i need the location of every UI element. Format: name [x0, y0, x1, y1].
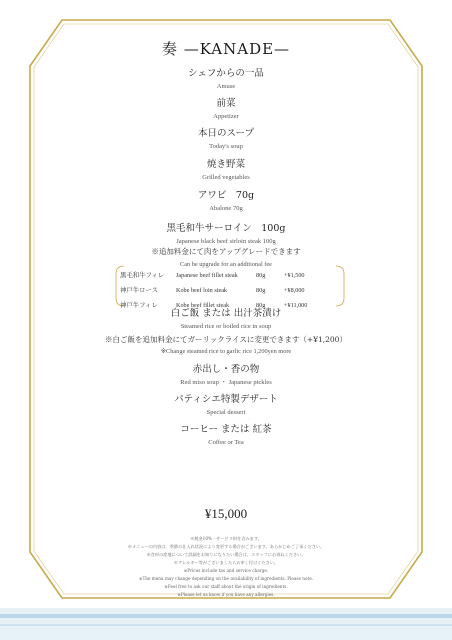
beef-option-price: +¥11,000	[284, 302, 308, 309]
fine-print-line: ※メニューの内容は、季節の仕入れ状況により変更する場合がございます。あらかじめご了承ください。	[127, 544, 325, 549]
fine-print-line: ※Feel free to ask our staff about the origin of ingredients.	[164, 584, 288, 589]
menu-title: 奏 —KANADE—	[161, 40, 291, 58]
course-en: Japanese black beef sirloin steak 100g	[176, 238, 276, 245]
fine-print-line: ※Please let us know if you have any allergies.	[177, 592, 275, 597]
course-soup	[0, 128, 452, 152]
beef-option-row	[120, 268, 335, 283]
course-en: Abalone 70g	[209, 205, 243, 212]
beef-option-en: Kobe beef fillet steak	[176, 302, 230, 309]
beef-option-jp: 神戸牛フィレ	[120, 301, 158, 309]
fine-print-line: ※アレルギー等がございましたらお申し付けください。	[173, 560, 279, 565]
upgrade-note-jp: ※追加料金にて肉をアップグレードできます	[151, 247, 301, 256]
course-en: Steamed rice or boiled rice in soup	[180, 323, 272, 330]
beef-option-row	[120, 283, 335, 298]
course-jp: 赤出し・香の物	[192, 364, 260, 375]
rice-note-jp: ※白ご飯を追加料金にてガーリックライスに変更できます（+¥1,200）	[105, 335, 347, 344]
fine-print-line: ※The menu may change depending on the availability of ingredients. Please note.	[138, 576, 314, 581]
beef-option-price: +¥1,500	[284, 272, 305, 279]
beef-options-table	[120, 268, 335, 313]
course-coffee	[0, 424, 452, 448]
upgrade-note-en: Can be upgrade for an additional fee	[180, 261, 272, 268]
course-jp: コーヒー または 紅茶	[180, 424, 272, 435]
course-sirloin	[0, 223, 452, 247]
course-jp: 焼き野菜	[206, 159, 245, 170]
course-jp: 本日のスープ	[197, 128, 255, 139]
beef-option-weight: 80g	[256, 272, 266, 279]
beef-option-price: +¥8,000	[284, 287, 305, 294]
course-appetizer	[0, 98, 452, 122]
menu-price: ¥15,000	[204, 506, 248, 521]
course-jp: 前菜	[216, 98, 236, 109]
course-en: Amuse	[216, 83, 236, 90]
beef-option-jp: 神戸牛ロース	[120, 286, 159, 294]
fine-print-line: ※Prices include tax and service charge.	[183, 568, 269, 573]
course-amuse	[0, 68, 452, 92]
beef-option-weight: 80g	[256, 287, 266, 294]
beef-option-jp: 黒毛和牛フィレ	[120, 271, 165, 279]
course-rice	[0, 308, 452, 357]
course-abalone	[0, 190, 452, 214]
course-jp: 白ご飯 または 出汁茶漬け	[170, 308, 282, 319]
beef-option-weight: 80g	[256, 302, 266, 309]
beef-option-en: Japanese beef fillet steak	[176, 272, 238, 279]
course-en: Appetizer	[213, 113, 239, 120]
course-en: Today's soup	[209, 143, 243, 150]
course-en: Coffee or Tea	[208, 439, 244, 446]
course-miso	[0, 364, 452, 388]
fine-print-line: ※税金10%・サービス料を含みます。	[190, 536, 262, 541]
fine-print-line: ※食材の産地について詳細をお知りになりたい場合は、スタッフにお尋ねください。	[146, 552, 306, 557]
course-jp: 黒毛和牛サーロイン 100g	[166, 223, 286, 234]
course-en: Red miso soup ・ Japanese pickles	[180, 379, 272, 386]
beef-option-en: Kobe beef loin steak	[176, 287, 228, 294]
course-vegetables	[0, 159, 452, 183]
course-en: Grilled vegetables	[202, 174, 250, 181]
course-jp: シェフからの一品	[188, 68, 264, 79]
course-jp: パティシエ特製デザート	[174, 394, 278, 405]
course-en: Special dessert	[206, 409, 246, 416]
course-dessert	[0, 394, 452, 418]
rice-note-en: ※Change steamed rice to garlic rice 1,200yen more	[160, 348, 292, 355]
course-jp: アワビ 70g	[197, 190, 255, 201]
upgrade-note	[0, 246, 452, 270]
